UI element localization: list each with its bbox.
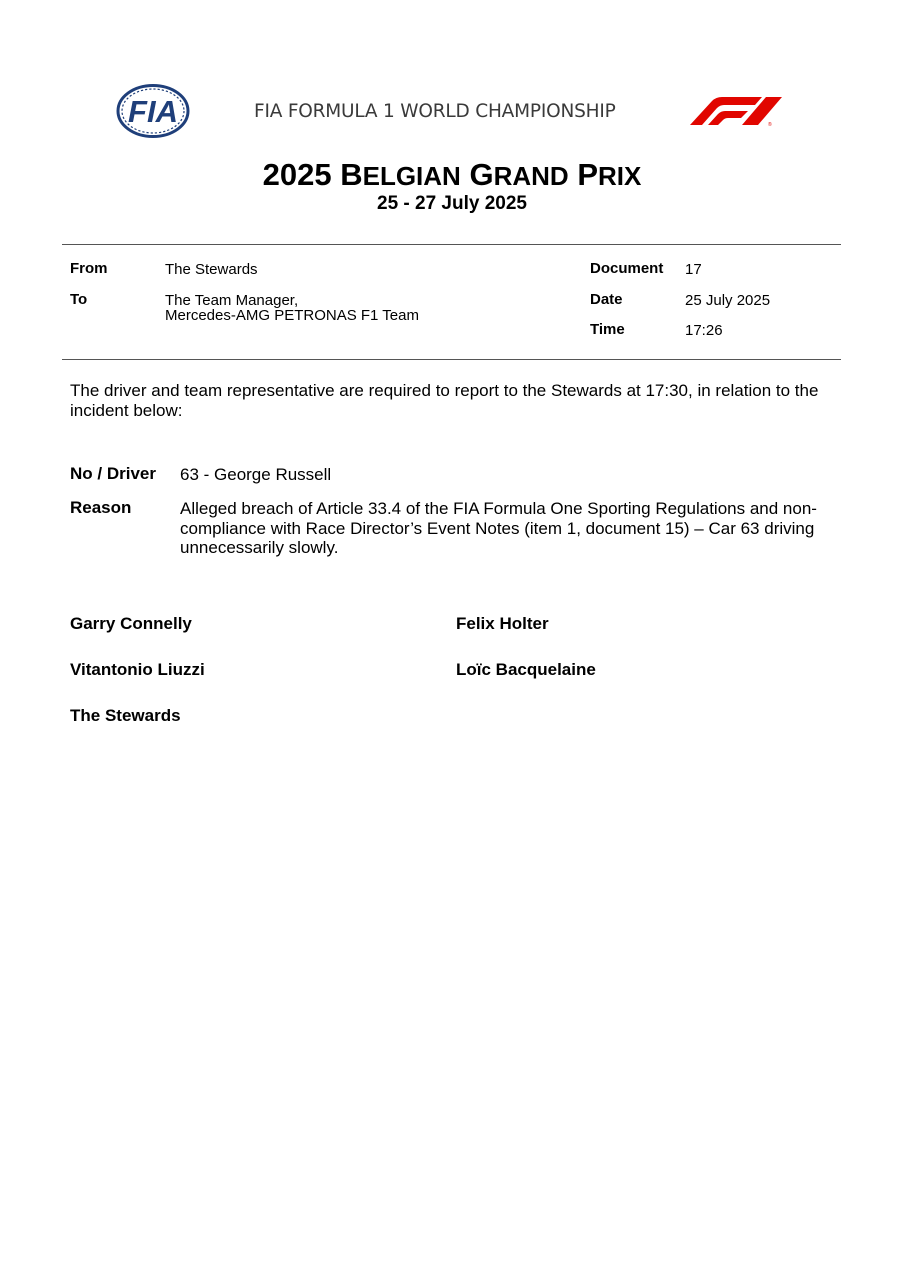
document-label: Document [590, 260, 664, 277]
divider-top [62, 244, 841, 245]
event-name-rand: RAND [493, 161, 569, 191]
reason-value [180, 499, 840, 558]
from-label: From [70, 260, 108, 277]
from-value: The Stewards [165, 261, 258, 278]
date-value: 25 July 2025 [685, 292, 771, 309]
divider-bottom [62, 359, 841, 360]
date-label: Date [590, 291, 623, 308]
reason-line-1: Alleged breach of Article 33.4 of the FIA Formula One Sporting Regulations and non- [180, 499, 817, 518]
steward-name: Vitantonio Liuzzi [70, 660, 205, 679]
event-dates: 25 - 27 July 2025 [377, 193, 527, 214]
svg-text:®: ® [768, 122, 772, 127]
championship-title: FIA FORMULA 1 WORLD CHAMPIONSHIP [254, 101, 616, 122]
fia-logo-text: FIA [128, 94, 178, 129]
document-value: 17 [685, 261, 702, 278]
time-label: Time [590, 321, 625, 338]
event-title [0, 157, 904, 193]
event-name-g: G [469, 157, 494, 192]
reason-line-3: unnecessarily slowly. [180, 538, 339, 557]
event-name-rix: RIX [598, 161, 642, 191]
reason-line-2: compliance with Race Director’s Event Notes (item 1, document 15) – Car 63 driving [180, 518, 815, 538]
event-name-p: P [577, 157, 599, 192]
f1-logo [676, 95, 786, 127]
steward-name: Loïc Bacquelaine [456, 660, 596, 679]
steward-name: Garry Connelly [70, 614, 192, 633]
steward-name: Felix Holter [456, 614, 549, 633]
to-value-line2: Mercedes-AMG PETRONAS F1 Team [165, 307, 419, 324]
event-year: 2025 [262, 157, 332, 192]
reason-label: Reason [70, 498, 132, 517]
driver-value: 63 - George Russell [180, 465, 332, 484]
signature-footer: The Stewards [70, 706, 181, 725]
summons-text: The driver and team representative are required to report to the Stewards at 17:30, in relation to the incident below: [70, 381, 819, 420]
event-name-b: B [340, 157, 363, 192]
time-value: 17:26 [685, 322, 723, 339]
to-value-line1: The Team Manager, [165, 292, 299, 309]
event-name-elgian: ELGIAN [362, 161, 461, 191]
fia-logo [116, 84, 190, 138]
to-label: To [70, 291, 88, 308]
event-name [340, 157, 641, 192]
driver-label: No / Driver [70, 464, 156, 483]
